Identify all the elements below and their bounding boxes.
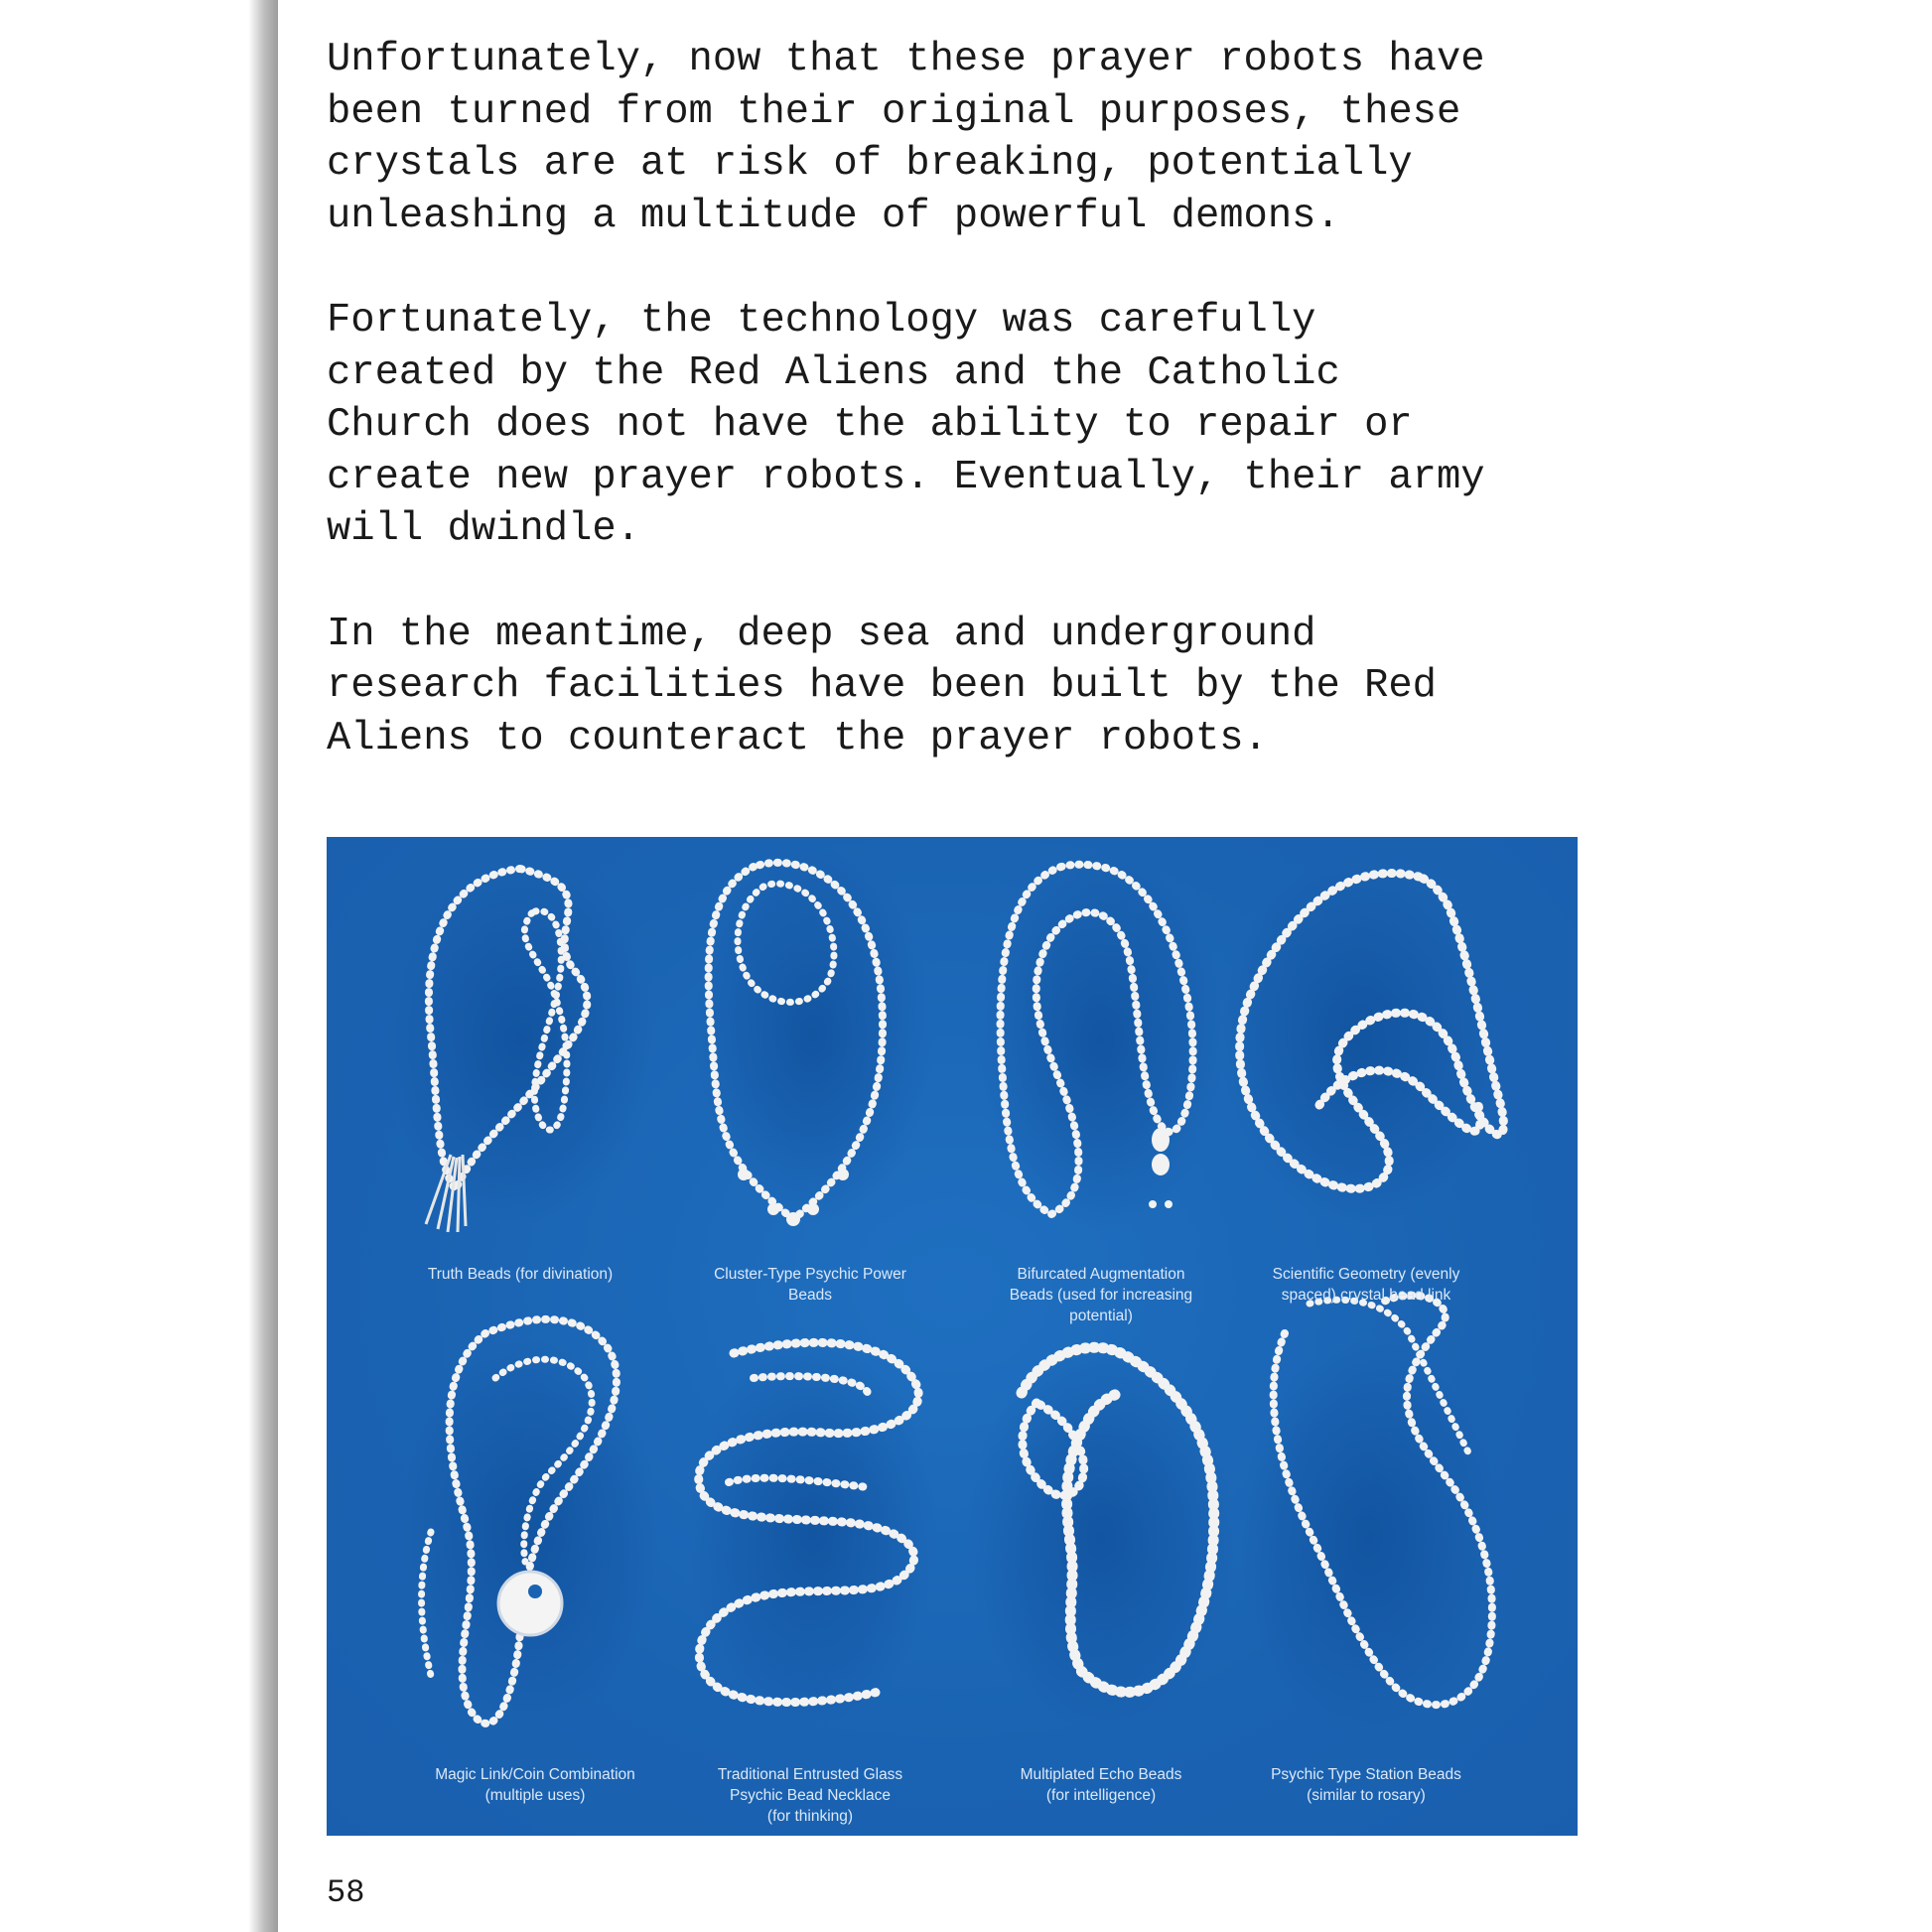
caption-magic-link-coin: Magic Link/Coin Combination (multiple uses) [435,1766,635,1804]
body-text [327,34,1607,817]
caption-cluster-type-beads: Cluster-Type Psychic Power Beads [714,1266,906,1304]
necklaces-artwork [327,837,1578,1836]
page-number: 58 [327,1874,365,1911]
paragraph-1: Unfortunately, now that these prayer robots have been turned from their original purposes, these crystals are at risk of breaking, potentially unleashing a multitude of powerful demons. [327,37,1485,239]
bead-necklaces-illustration [327,837,1578,1836]
caption-psychic-type-station-beads: Psychic Type Station Beads (similar to rosary) [1271,1766,1461,1804]
caption-scientific-geometry-beads: Scientific Geometry (evenly spaced) crystal bead link [1272,1266,1460,1304]
caption-bifurcated-augmentation-beads: Bifurcated Augmentation Beads (used for increasing potential) [1009,1266,1193,1324]
caption-traditional-entrusted-glass: Traditional Entrusted Glass Psychic Bead Necklace (for thinking) [717,1766,903,1825]
paragraph-3: In the meantime, deep sea and underground research facilities have been built by the Red Aliens to counteract the prayer robots. [327,611,1437,761]
caption-truth-beads: Truth Beads (for divination) [427,1266,614,1283]
caption-multiplated-echo-beads: Multiplated Echo Beads (for intelligence) [1020,1766,1182,1804]
page-edge-shadow [248,0,278,1932]
paragraph-2: Fortunately, the technology was carefully created by the Red Aliens and the Catholic Church does not have the ability to repair or create new prayer robots. Eventually, their army will dwindle. [327,298,1485,552]
